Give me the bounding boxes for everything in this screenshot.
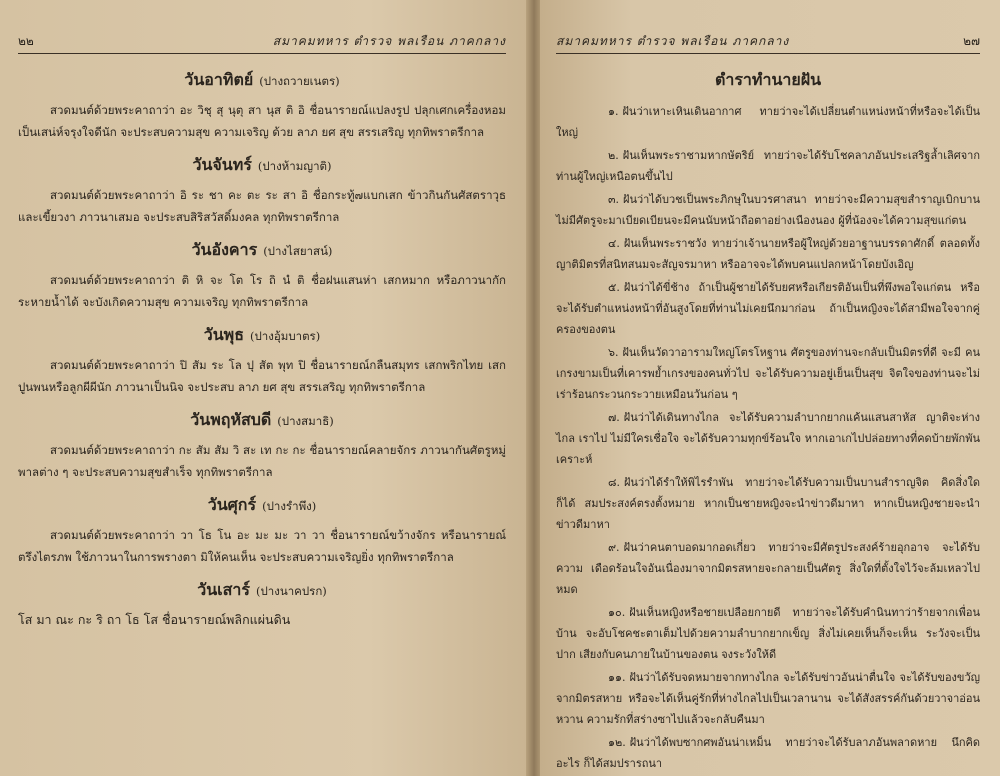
dream-item xyxy=(556,537,980,600)
dream-item xyxy=(556,101,980,143)
day-heading xyxy=(18,493,506,518)
item-text: ฝันว่าได้พบซากศพอันน่าเหม็น ทายว่าจะได้รับลาภอันพลาดหาย นึกคิดอะไร ก็ได้สมปรารถนา xyxy=(556,736,980,770)
dream-item xyxy=(556,233,980,275)
dream-item xyxy=(556,342,980,405)
item-number: ๑. xyxy=(608,105,619,118)
buddha-posture: (ปางไสยาสน์) xyxy=(263,244,333,258)
day-heading xyxy=(18,578,506,603)
day-heading xyxy=(18,153,506,178)
buddha-posture: (ปางนาคปรก) xyxy=(255,584,327,598)
item-text: ฝันว่าได้รำให้พิไรรำพัน ทายว่าจะได้รับความเป็นบานสำราญจิต คิดสิ่งใดก็ได้ สมประสงค์ตรงตั้งหมาย หากเป็นชายหญิงจะนำข่าวดีมาหา หากเป็นหญิงชายจะนำข่าวดีมาหา xyxy=(556,476,980,531)
prayer-text: สวดมนต์ด้วยพระคาถาว่า วา โธ โน อะ มะ มะ วา วา ชื่อนารายณ์ขว้างจักร หรือนารายณ์ตรึงไตรภพ ใช้ภาวนาในการพรางตา มิให้คนเห็น จะประสบความเจริญยิ่ง ทุกทิพราตรีกาล xyxy=(18,528,506,564)
item-number: ๓. xyxy=(608,193,620,206)
item-number: ๑๑. xyxy=(608,671,626,684)
page-number: ๒๗ xyxy=(963,34,980,48)
item-text: ฝันว่าได้ขี่ช้าง ถ้าเป็นผู้ชายได้รับยศหรือเกียรติอันเป็นที่พึงพอใจแก่ตน หรือ จะได้รับตำแหน่งหน้าที่อันสูงโดยที่ท่านไม่เคยนึกมาก่อน ถ้าเป็นหญิงจะได้สามีพอใจจากคู่ ครองของตน xyxy=(556,281,980,336)
buddha-posture: (ปางอุ้มบาตร) xyxy=(249,329,321,343)
buddha-posture: (ปางรำพึง) xyxy=(262,499,317,513)
item-number: ๗. xyxy=(608,411,620,424)
item-text: ฝันว่าได้บวชเป็นพระภิกษุในบวรศาสนา ทายว่าจะมีความสุขสำราญเบิกบาน ไม่มีศัตรูจะมาเบียดเบียนจะมีคนนับหน้าถือตาอย่างเนืองนอง ผู้ที่น้องจะได้ความสุขแก่ตน xyxy=(556,193,980,227)
day-name: วันจันทร์ xyxy=(192,155,252,174)
buddha-posture: (ปางห้ามญาติ) xyxy=(257,159,332,173)
item-text: ฝันว่าได้รับจดหมายจากทางไกล จะได้รับข่าวอันน่าตื่นใจ จะได้รับของขวัญ จากมิตรสหาย หรือจะได้เห็นคู่รักที่ห่างไกลไปเป็นเวลานาน จะได้สังสรรค์กันด้วยวาจาอ่อน หวาน ความรักที่สร่างซาไปแล้วจะกลับคืนมา xyxy=(556,671,980,726)
dream-item xyxy=(556,277,980,340)
buddha-posture: (ปางถวายเนตร) xyxy=(259,74,340,88)
day-heading xyxy=(18,238,506,263)
running-title: สมาคมทหาร ตำรวจ พลเรือน ภาคกลาง xyxy=(556,34,790,48)
day-name: วันเสาร์ xyxy=(197,580,250,599)
item-number: ๘. xyxy=(608,476,620,489)
day-name: วันอาทิตย์ xyxy=(184,70,254,89)
item-number: ๑๒. xyxy=(608,736,626,749)
day-name: วันพุธ xyxy=(203,325,244,344)
day-heading xyxy=(18,408,506,433)
item-number: ๔. xyxy=(608,237,620,250)
day-name: วันพฤหัสบดี xyxy=(190,410,272,429)
day-prayers-list xyxy=(18,68,506,631)
item-text: ฝันว่าเหาะเหินเดินอากาศ ทายว่าจะได้เปลี่ยนตำแหน่งหน้าที่หรือจะได้เป็นใหญ่ xyxy=(556,105,980,139)
item-number: ๒. xyxy=(608,149,619,162)
dream-item xyxy=(556,732,980,774)
day-name: วันอังคาร xyxy=(191,240,258,259)
day-heading xyxy=(18,68,506,93)
day-name: วันศุกร์ xyxy=(207,495,257,514)
left-page-header xyxy=(18,32,506,54)
item-text: ฝันเห็นหญิงหรือชายเปลือยกายดี ทายว่าจะได้รับคำนินทาว่าร้ายจากเพื่อน บ้าน จะอับโชคชะตาเต็มไปด้วยความลำบากยากเข็ญ สิ่งไม่เคยเห็นก็จะเห็น ระวังจะเป็นปาก เสียงกับคนภายในบ้านของตน จงระวังให้ดี xyxy=(556,606,980,661)
prayer-text: สวดมนต์ด้วยพระคาถาว่า ติ หิ จะ โต โร ถิ นํ ติ ชื่อฝนแสนห่า เสกหมาก หรือภาวนากักระหายน้ำได้ จะบังเกิดความสุข ความเจริญ ทุกทิพราตรีกาล xyxy=(18,273,506,309)
item-text: ฝันเห็นวัดวาอารามใหญ่โตรโหฐาน ศัตรูของท่านจะกลับเป็นมิตรที่ดี จะมี คนเกรงขามเป็นที่เคารพย้ำเกรงของคนทั่วไป จะได้รับความอยู่เย็นเป็นสุข จิตใจของท่านจะไม่ เร่าร้อนกระวนกระวายเหมือนวันก่อน ๆ xyxy=(556,346,980,401)
item-number: ๕. xyxy=(608,281,620,294)
dream-item xyxy=(556,407,980,470)
chant-text: โส มา ณะ กะ ริ ถา โธ โส ชื่อนารายณ์พลิกแผ่นดิน xyxy=(18,612,291,627)
right-page xyxy=(540,0,1000,776)
dream-item xyxy=(556,472,980,535)
section-title: ตำราทำนายฝัน xyxy=(714,70,822,89)
item-text: ฝันเห็นพระราชามหากษัตริย์ ทายว่าจะได้รับโชคลาภอันประเสริฐล้ำเลิศจาก ท่านผู้ใหญ่เหนือตนขึ้นไป xyxy=(556,149,980,183)
dream-item xyxy=(556,602,980,665)
item-number: ๙. xyxy=(608,541,620,554)
buddha-posture: (ปางสมาธิ) xyxy=(277,414,334,428)
item-text: ฝันเห็นพระราชวัง ทายว่าเจ้านายหรือผู้ใหญ่ด้วยอาฐานบรรดาศักดิ์ ตลอดทั้ง ญาติมิตรที่สนิทสนมจะสัญจรมาหา หรืออาจจะได้พบคนแปลกหน้าโดยบังเอิญ xyxy=(556,237,980,271)
item-text: ฝันว่าคนตาบอดมากอดเกี่ยว ทายว่าจะมีศัตรูประสงค์ร้ายอุกอาจ จะได้รับความ เดือดร้อนใจอันเนื่องมาจากมิตรสหายจะกลายเป็นศัตรู สิ่งใดที่ตั้งใจไว้จะล้มเหลวไปหมด xyxy=(556,541,980,596)
dream-item xyxy=(556,189,980,231)
prayer-text: สวดมนต์ด้วยพระคาถาว่า กะ สัม สัม วิ สะ เท กะ กะ ชื่อนารายณ์คลายจักร ภาวนากันศัตรูหมู่พาลต่าง ๆ จะประสบความสุขสำเร็จ ทุกทิพราตรีกาล xyxy=(18,443,506,479)
page-number: ๒๒ xyxy=(18,34,34,48)
item-number: ๑๐. xyxy=(608,606,626,619)
day-heading xyxy=(18,323,506,348)
dream-item xyxy=(556,145,980,187)
dream-interpretation-list xyxy=(556,101,980,774)
right-page-header xyxy=(556,32,980,54)
item-number: ๖. xyxy=(608,346,619,359)
prayer-text: สวดมนต์ด้วยพระคาถาว่า ปิ สัม ระ โล ปุ สัต พุท ปิ ชื่อนารายณ์กลืนสมุทร เสกพริกไทย เสกปูนพนหรือลูกผีผีนัก ภาวนาเป็นนิจ จะประสบ ลาภ ยศ สุข สรรเสริญ ทุกทิพราตรีกาล xyxy=(18,358,506,394)
prayer-text: สวดมนต์ด้วยพระคาถาว่า อะ วิชุ สุ นุตุ สา นุส ติ อิ ชื่อนารายณ์แปลงรูป ปลุกเศกเครื่องหอม เป็นเสน่ห์จรุงใจดีนัก จะประสบความสุข ความเจริญ ด้วย ลาภ ยศ สุข สรรเสริญ ทุกทิพราตรีกาล xyxy=(18,103,506,139)
dream-item xyxy=(556,667,980,730)
item-text: ฝันว่าได้เดินทางไกล จะได้รับความลำบากยากแค้นแสนสาหัส ญาติจะห่างไกล เราไป ไม่มีใครเชื่อใจ จะได้รับความทุกข์ร้อนใจ หากเอาเกไปปล่อยทางที่คดบ้ายพักพัน เคราะห์ xyxy=(556,411,980,466)
running-title: สมาคมทหาร ตำรวจ พลเรือน ภาคกลาง xyxy=(272,34,506,48)
prayer-text: สวดมนต์ด้วยพระคาถาว่า อิ ระ ชา คะ ตะ ระ สา อิ ชื่อกระทู้๗แบกเสก ข้าวกินกันศัสตราวุธ และเขี้ยวงา ภาวนาเสมอ จะประสบสิริสวัสดิ์มงคล ทุกทิพราตรีกาล xyxy=(18,188,506,224)
